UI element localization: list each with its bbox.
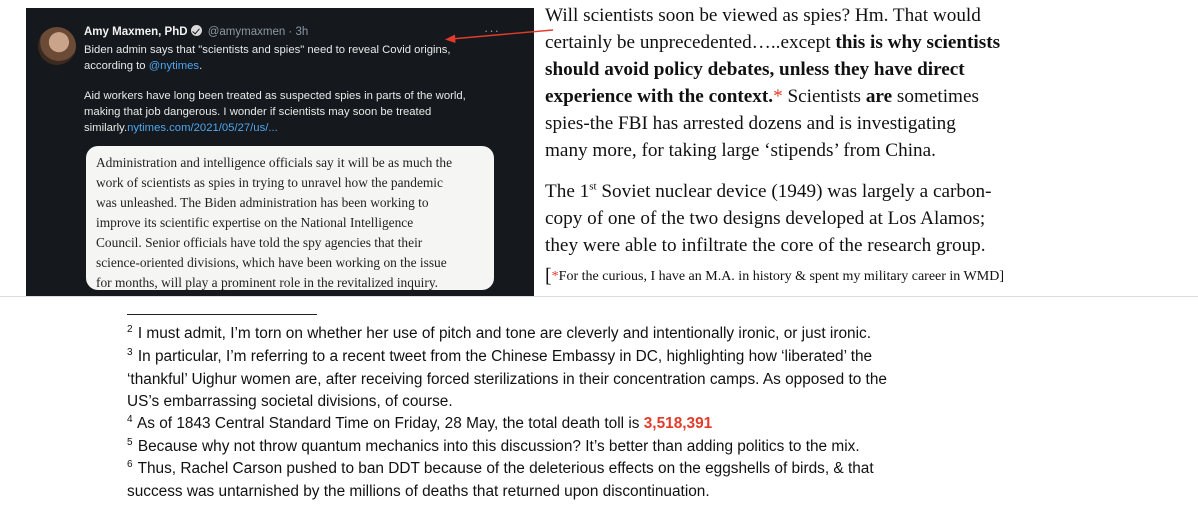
- author-note: [545, 265, 1004, 288]
- footnote-5: [127, 436, 860, 457]
- quoted-article-excerpt[interactable]: [86, 146, 494, 290]
- commentary-line: [545, 178, 992, 205]
- commentary-line: they were able to infiltrate the core of the research group.: [545, 235, 986, 256]
- avatar[interactable]: [38, 27, 76, 65]
- footnote-4: [127, 413, 712, 434]
- footnote-number: 3: [127, 347, 133, 358]
- commentary-emphasis: are: [865, 86, 893, 107]
- commentary-line: [545, 56, 965, 83]
- commentary-text: sometimes: [892, 86, 979, 107]
- footnote-number: 2: [127, 324, 133, 335]
- quote-line: science-oriented divisions, which have been working on the issue: [96, 255, 447, 270]
- footnote-6-continued: success was untarnished by the millions of deaths that returned upon discontinuation.: [127, 483, 710, 500]
- red-arrow-icon: [445, 26, 555, 46]
- footnote-text: Because why not throw quantum mechanics into this discussion? It’s better than adding politics to the mix.: [137, 438, 860, 455]
- quote-line: was unleashed. The Biden administration has been working to: [96, 195, 429, 210]
- footnote-text: Thus, Rachel Carson pushed to ban DDT because of the deleterious effects on the eggshells of birds, & that: [137, 460, 874, 477]
- verified-badge-icon: [191, 25, 202, 36]
- tweet-header: [84, 25, 308, 38]
- tweet-text-line: making that job dangerous. I wonder if scientists may soon be treated: [84, 106, 432, 118]
- death-toll-value: 3,518,391: [643, 415, 713, 432]
- tweet-card: [26, 8, 534, 296]
- tweet-text: according to: [84, 60, 149, 72]
- tweet-text: similarly.: [84, 122, 128, 134]
- commentary-line: [545, 83, 979, 110]
- footnote-text: I must admit, I’m torn on whether her use of pitch and tone are cleverly and intentionally ironic, or just ironic.: [137, 325, 871, 342]
- commentary-emphasis: should avoid policy debates, unless they have direct: [545, 59, 965, 80]
- tweet-text-line: [84, 120, 278, 136]
- commentary-text: The 1: [545, 181, 590, 202]
- footnote-number: 4: [127, 414, 133, 425]
- quote-line: improve its scientific expertise on the National Intelligence: [96, 215, 414, 230]
- quote-line: work of scientists as spies in trying to unravel how the pandemic: [96, 175, 443, 190]
- footnote-number: 6: [127, 459, 133, 470]
- commentary-emphasis: this is why scientists: [835, 32, 1001, 53]
- commentary-line: spies-the FBI has arrested dozens and is investigating: [545, 113, 956, 134]
- footnote-rule: [127, 314, 317, 315]
- article-link[interactable]: nytimes.com/2021/05/27/us/...: [127, 122, 278, 134]
- tweet-text-line: Aid workers have long been treated as suspected spies in parts of the world,: [84, 90, 466, 102]
- commentary-line: [545, 29, 1000, 56]
- tweet-text-line: Biden admin says that "scientists and spies" need to reveal Covid origins,: [84, 44, 451, 56]
- footnote-2: [127, 323, 871, 344]
- footnote-text: In particular, I’m referring to a recent tweet from the Chinese Embassy in DC, highlighting how ‘liberated’ the: [137, 348, 873, 365]
- more-options-icon[interactable]: ···: [484, 23, 500, 38]
- commentary-line: many more, for taking large ‘stipends’ from China.: [545, 140, 936, 161]
- footnote-number: 5: [127, 437, 133, 448]
- commentary-text: certainly be unprecedented…..except: [545, 32, 836, 53]
- note-text: For the curious, I have an M.A. in history & spent my military career in WMD]: [558, 269, 1004, 284]
- note-bracket: [: [545, 265, 552, 287]
- commentary-emphasis: experience with the context.: [545, 86, 774, 107]
- footnote-3: [127, 346, 872, 367]
- asterisk-marker: *: [773, 86, 783, 107]
- quote-line: Council. Senior officials have told the spy agencies that their: [96, 235, 423, 250]
- tweet-text-line: [84, 58, 202, 74]
- nytimes-mention-link[interactable]: @nytimes: [148, 60, 200, 72]
- footnote-3-continued: ‘thankful’ Uighur women are, after receiving forced sterilizations in their concentration camps. As opposed to the: [127, 371, 887, 388]
- commentary-text: Soviet nuclear device (1949) was largely a carbon-: [596, 181, 992, 202]
- commentary-line: Will scientists soon be viewed as spies? Hm. That would: [545, 5, 981, 26]
- commentary-text: Scientists: [782, 86, 866, 107]
- author-name[interactable]: Amy Maxmen, PhD: [84, 26, 188, 38]
- asterisk-marker: *: [551, 269, 559, 284]
- footnote-3-continued: US’s embarrassing societal divisions, of course.: [127, 393, 453, 410]
- quote-line: for months, will play a prominent role in the revitalized inquiry.: [96, 275, 438, 290]
- footnote-6: [127, 458, 874, 479]
- commentary-line: copy of one of the two designs developed at Los Alamos;: [545, 208, 986, 229]
- ordinal-suffix: st: [589, 180, 597, 193]
- author-handle-time[interactable]: @amymaxmen · 3h: [207, 26, 309, 38]
- section-divider: [0, 296, 1198, 297]
- quote-line: Administration and intelligence officials say it will be as much the: [96, 155, 453, 170]
- footnote-text: As of 1843 Central Standard Time on Friday, 28 May, the total death toll is: [137, 415, 644, 432]
- tweet-text: .: [199, 60, 203, 72]
